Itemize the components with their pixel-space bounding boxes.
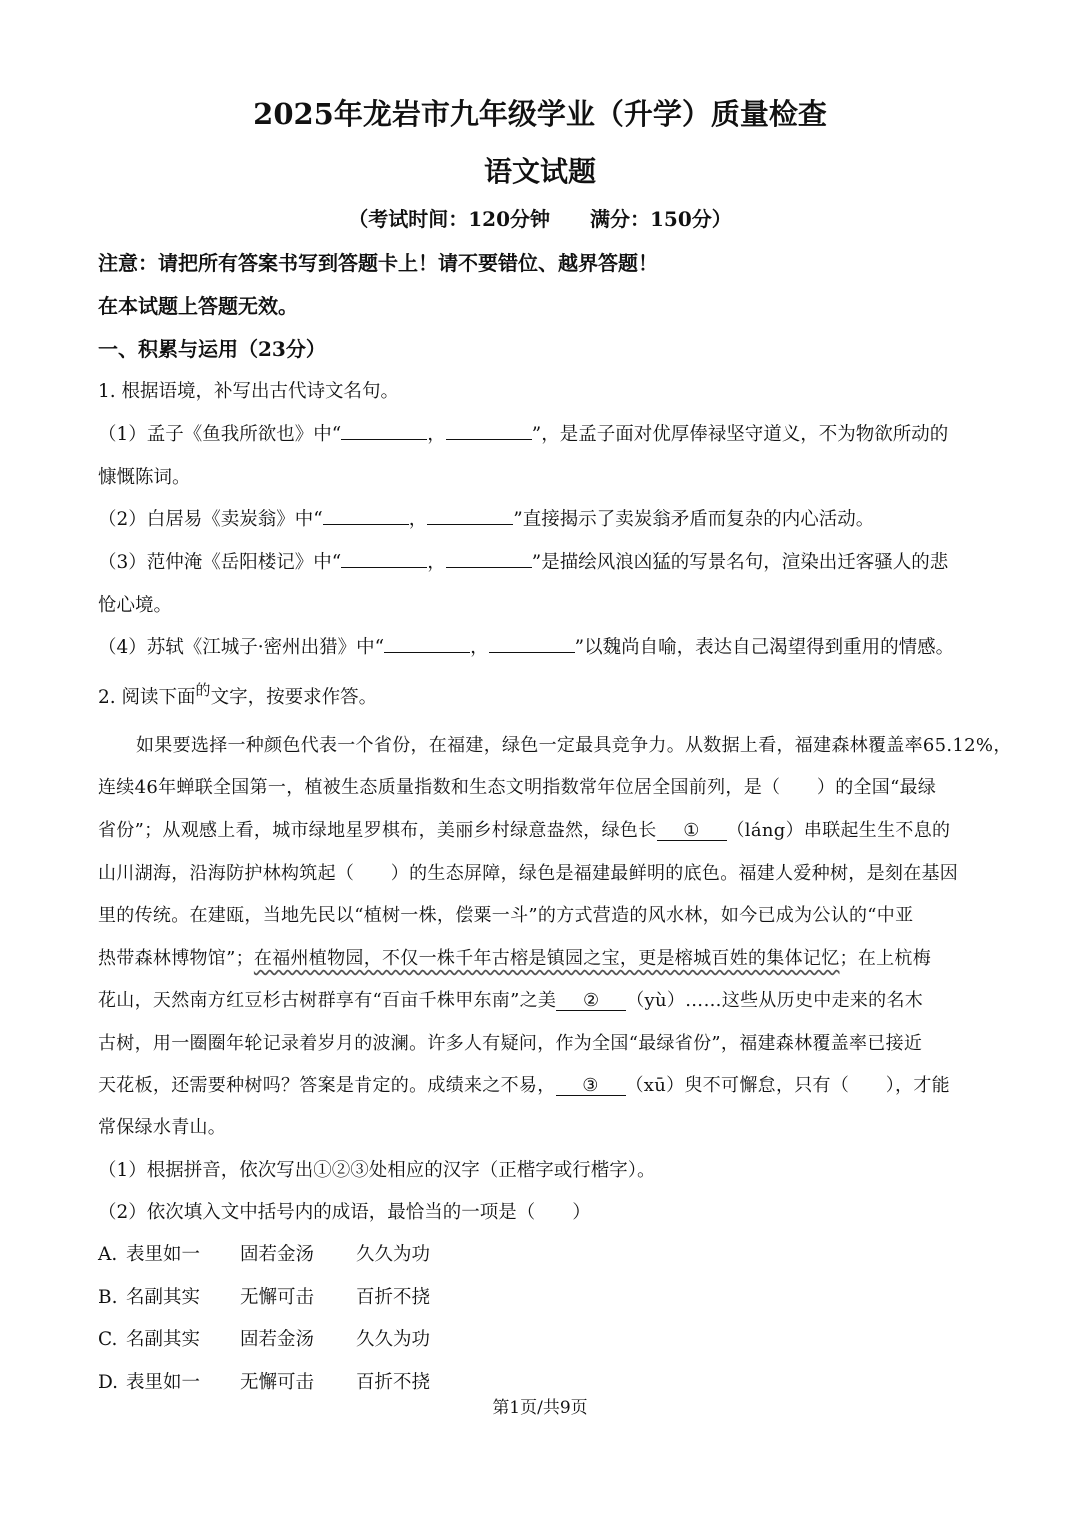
q1-part2: （2）白居易《卖炭翁》中“ ， ”直接揭示了卖炭翁矛盾而复杂的内心活动。: [98, 505, 874, 531]
q2-stem: 2. 阅读下面$^的$文字，按要求作答。: [98, 681, 378, 708]
passage-line: 山川湖海，沿海防护林构筑起（ ）的生态屏障，绿色是福建最鲜明的底色。福建人爱种树，是刻在基因: [98, 863, 959, 884]
option-a: A. 表里如一 固若金汤 久久为功: [98, 1244, 431, 1265]
answer-blank: [446, 549, 532, 568]
answer-blank: [446, 421, 532, 440]
exam-info: [0, 203, 1080, 232]
passage-line: 连续46年蝉联全国第一，植被生态质量指数和生态文明指数常年位居全国前列，是（ ）的全国“最绿: [98, 777, 937, 798]
pinyin-blank-3: ③: [556, 1077, 626, 1096]
q2-sub1: （1）根据拼音，依次写出①②③处相应的汉字（正楷字或行楷字）。: [98, 1160, 656, 1181]
page-subtitle: 语文试题: [483, 155, 596, 188]
answer-blank: [341, 549, 427, 568]
exam-time: （考试时间：120分钟: [348, 207, 550, 231]
answer-blank: [341, 421, 427, 440]
answer-blank: [384, 634, 470, 653]
q1-part4: （4）苏轼《江城子·密州出猎》中“ ， ”以魏尚自喻，表达自己渴望得到重用的情感。: [98, 633, 954, 659]
full-score: 满分：150分）: [590, 207, 732, 231]
q1-part1-cont: 慷慨陈词。: [98, 467, 191, 488]
page-number: 第1页/共9页: [492, 1398, 588, 1418]
passage-line: 天花板，还需要种树吗？答案是肯定的。成绩来之不易， ③ （xū）臾不可懈怠，只有（ ），才能: [98, 1075, 950, 1096]
notice-line-2: 在本试题上答题无效。: [98, 294, 298, 318]
page-title: 2025年龙岩市九年级学业（升学）质量检查: [253, 97, 827, 131]
option-b: B. 名副其实 无懈可击 百折不挠: [98, 1287, 431, 1308]
wavy-underlined-sentence: 在福州植物园，不仅一株千年古榕是镇园之宝，更是榕城百姓的集体记忆: [253, 948, 840, 969]
section-heading: 一、积累与运用（23分）: [98, 337, 326, 361]
answer-blank: [427, 506, 513, 525]
notice-line-1: 注意：请把所有答案书写到答题卡上！请不要错位、越界答题！: [98, 251, 658, 275]
passage-line: 里的传统。在建瓯，当地先民以“植树一株，偿粟一斗”的方式营造的风水林，如今已成为公认的“中亚: [98, 905, 914, 926]
q2-sub2: （2）依次填入文中括号内的成语，最恰当的一项是（ ）: [98, 1202, 591, 1223]
passage-line: 热带森林博物馆”；在福州植物园，不仅一株千年古榕是镇园之宝，更是榕城百姓的集体记忆；在上杭梅: [98, 948, 932, 969]
q1-part1: （1）孟子《鱼我所欲也》中“ ， ”，是孟子面对优厚俸禄坚守道义，不为物欲所动的: [98, 420, 948, 446]
q1-part3-cont: 怆心境。: [98, 595, 173, 616]
option-d: D. 表里如一 无懈可击 百折不挠: [98, 1372, 431, 1393]
passage-line: 古树，用一圈圈年轮记录着岁月的波澜。许多人有疑问，作为全国“最绿省份”，福建森林覆盖率已接近: [98, 1033, 923, 1054]
answer-blank: [323, 506, 409, 525]
option-c: C. 名副其实 固若金汤 久久为功: [98, 1329, 431, 1350]
passage-line: 常保绿水青山。: [98, 1117, 227, 1138]
passage-line: 如果要选择一种颜色代表一个省份，在福建，绿色一定最具竞争力。从数据上看，福建森林覆盖率65.12%，: [136, 735, 1012, 756]
q1-stem: 1. 根据语境，补写出古代诗文名句。: [98, 381, 400, 402]
pinyin-blank-1: ①: [657, 822, 727, 841]
passage-line: 花山，天然南方红豆杉古树群享有“百亩千株甲东南”之美 ② （yù）……这些从历史中走来的名木: [98, 990, 924, 1011]
q1-part3: （3）范仲淹《岳阳楼记》中“ ， ”是描绘风浪凶猛的写景名句，渲染出迁客骚人的悲: [98, 548, 948, 574]
passage-line: 省份”；从观感上看，城市绿地星罗棋布，美丽乡村绿意盎然，绿色长 ① （láng）串联起生生不息的: [98, 820, 951, 841]
pinyin-blank-2: ②: [556, 992, 626, 1011]
answer-blank: [489, 634, 575, 653]
